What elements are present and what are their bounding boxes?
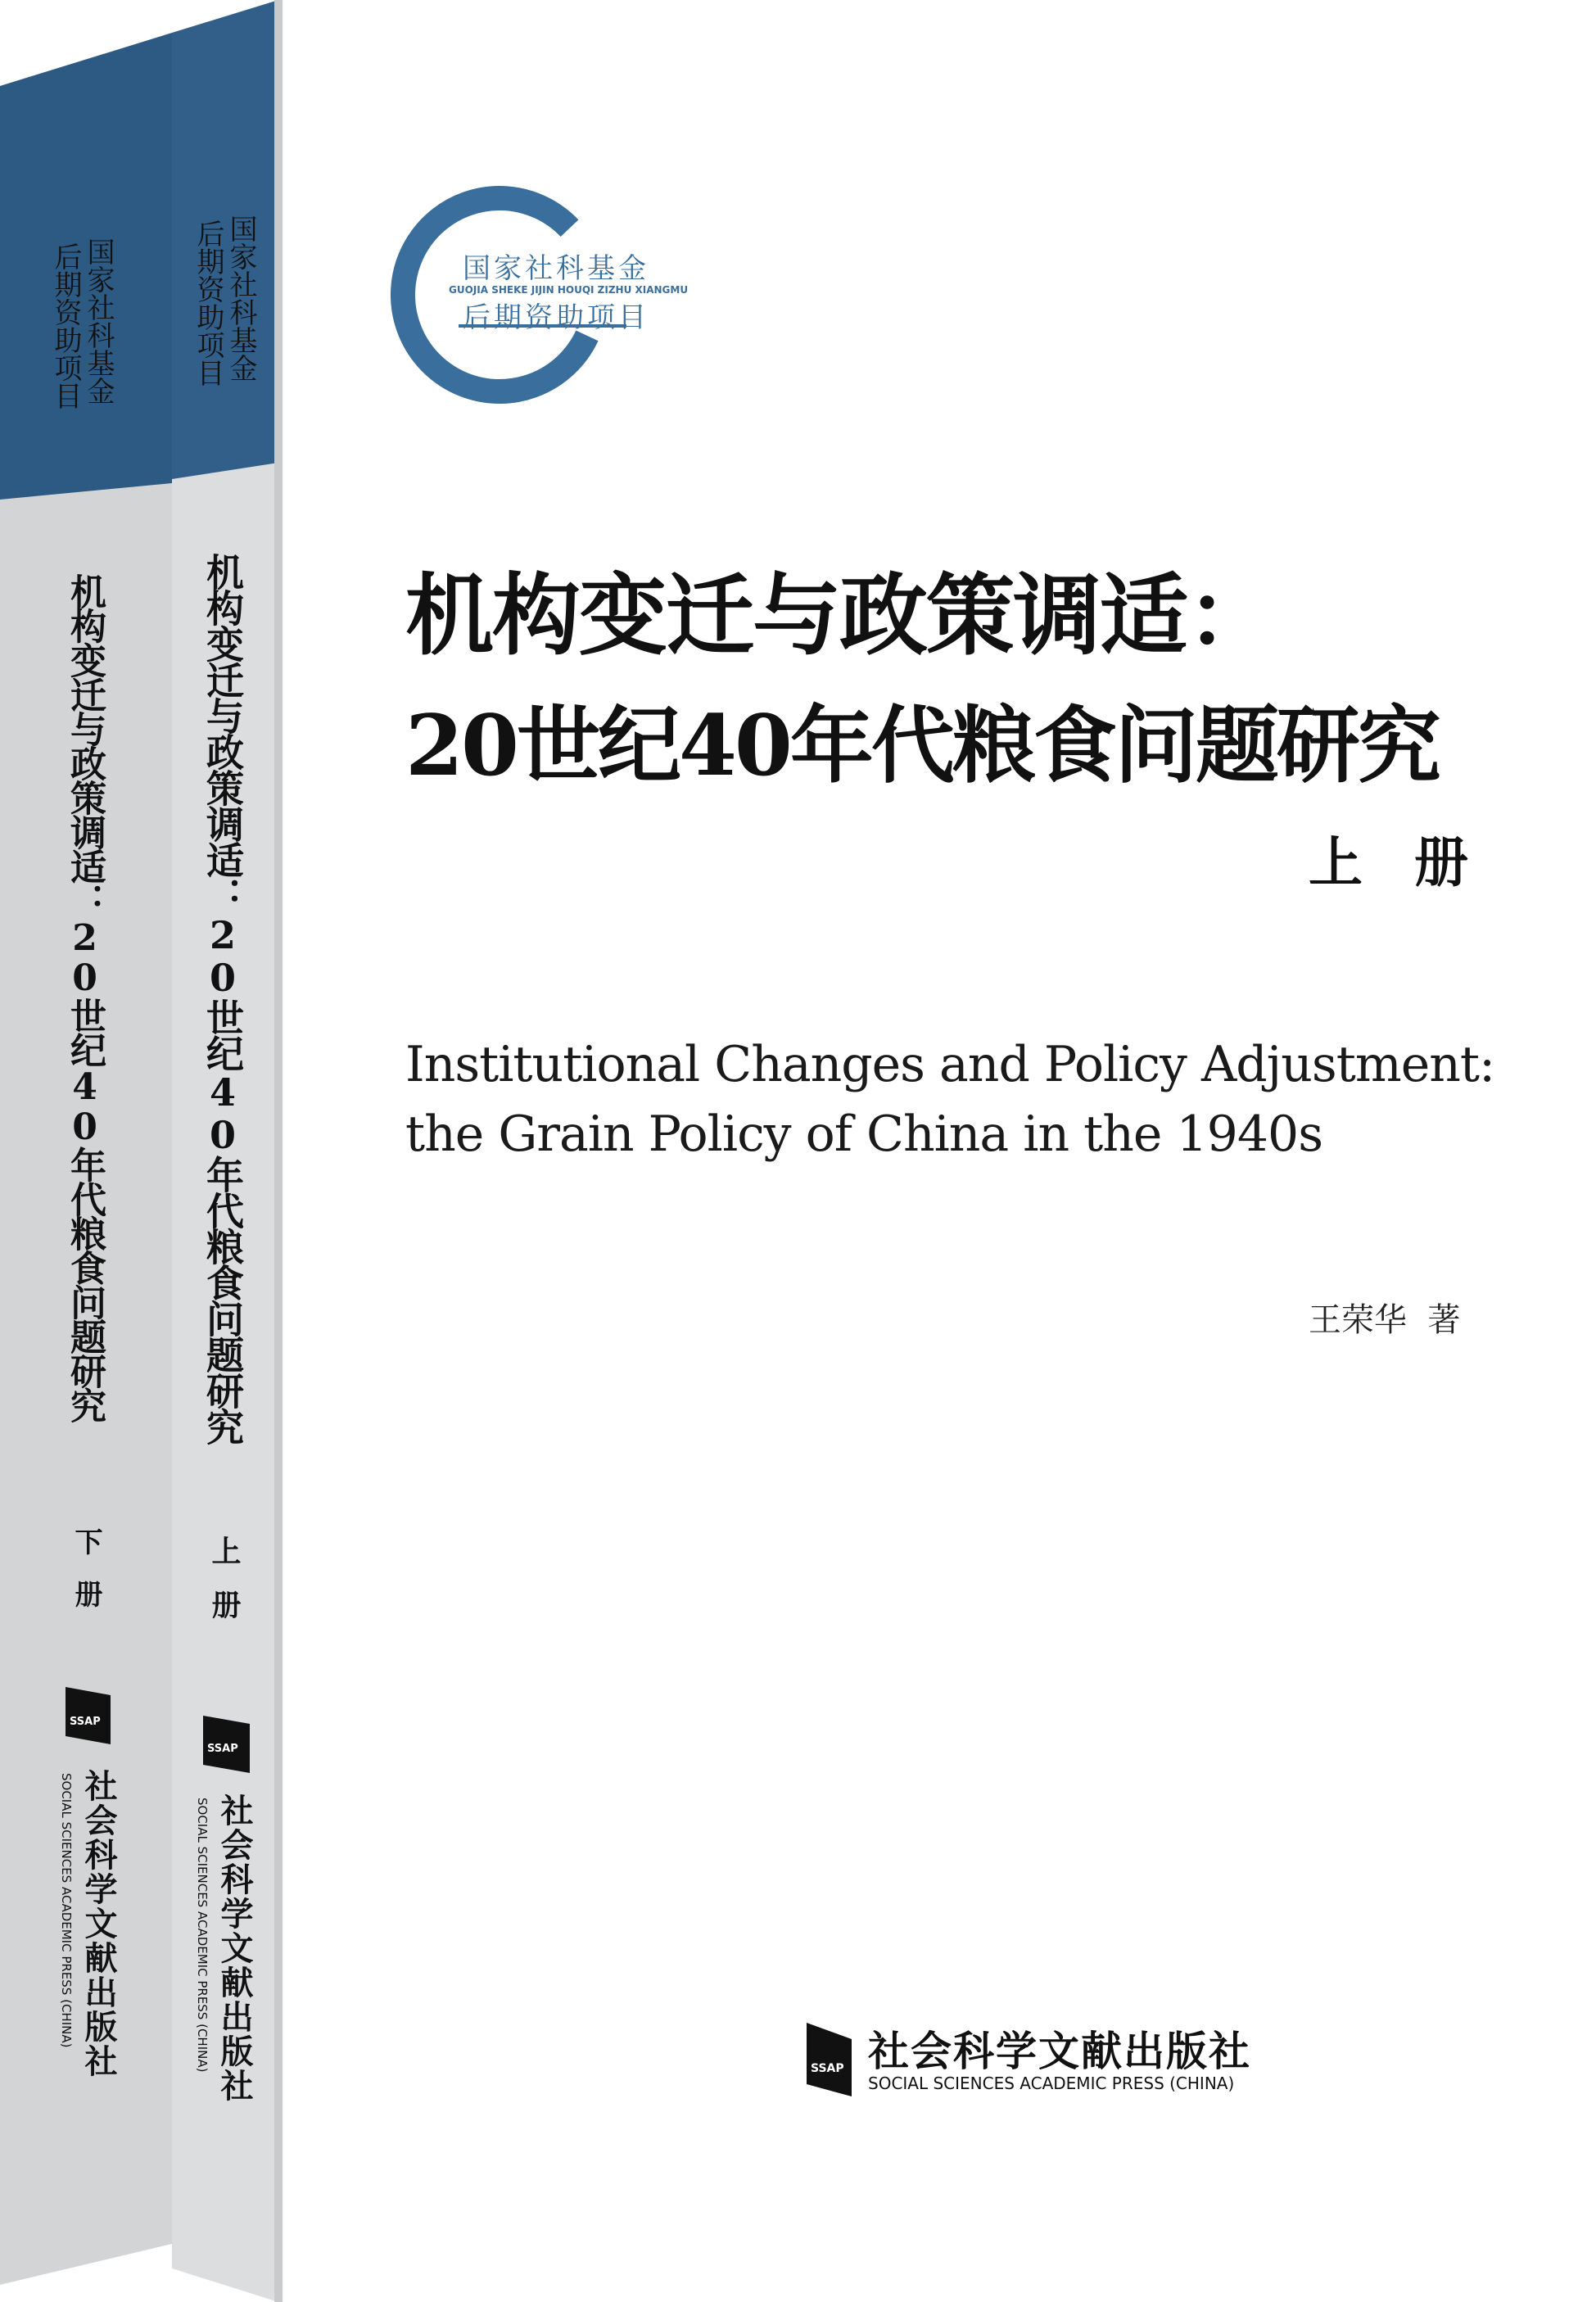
back-spine-volume: 下册 — [70, 1527, 102, 1632]
back-spine-ssap-text: SSAP — [70, 1716, 101, 1728]
front-spine-fund-line1: 国家社科基金 — [224, 215, 257, 382]
back-spine-fund-line1: 国家社科基金 — [82, 237, 115, 405]
back-spine-publisher-en: SOCIAL SCIENCES ACADEMIC PRESS (CHINA) — [59, 1773, 74, 2048]
fund-label-line2: 后期资助项目 — [463, 301, 649, 334]
cover-author: 王荣华 著 — [1309, 1301, 1461, 1339]
front-spine-ssap-text: SSAP — [207, 1743, 238, 1755]
cover-english-line2: the Grain Policy of China in the 1940s — [405, 1106, 1322, 1163]
back-spine-publisher: 社会科学文献出版社 — [79, 1769, 117, 2078]
fund-label-line1: 国家社科基金 — [463, 252, 649, 285]
cover-publisher-name: 社会科学文献出版社 — [868, 2028, 1251, 2075]
fund-label-pinyin: GUOJIA SHEKE JIJIN HOUQI ZIZHU XIANGMU — [449, 284, 689, 296]
back-spine-fund-line2: 后期资助项目 — [49, 242, 82, 409]
cover-english-line1: Institutional Changes and Policy Adjustment: — [405, 1036, 1495, 1093]
front-spine-publisher-en: SOCIAL SCIENCES ACADEMIC PRESS (CHINA) — [195, 1798, 210, 2073]
cover-ssap-logo-text: SSAP — [811, 2062, 844, 2075]
cover-title-line2: 20世纪40年代粮食问题研究 — [405, 697, 1439, 795]
cover-title-line1: 机构变迁与政策调适： — [405, 564, 1274, 667]
front-spine-volume: 上册 — [207, 1535, 242, 1644]
front-spine-fund-line2: 后期资助项目 — [192, 219, 224, 387]
front-spine-title: 机构变迁与政策调适：20世纪40年代粮食问题研究 — [201, 553, 245, 1444]
cover-volume: 上 册 — [1309, 830, 1485, 894]
front-spine-publisher: 社会科学文献出版社 — [215, 1793, 253, 2103]
cover-edge-shadow — [274, 0, 283, 2302]
cover-publisher-en: SOCIAL SCIENCES ACADEMIC PRESS (CHINA) — [868, 2074, 1235, 2093]
back-spine-title: 机构变迁与政策调适：20世纪40年代粮食问题研究 — [64, 573, 106, 1422]
